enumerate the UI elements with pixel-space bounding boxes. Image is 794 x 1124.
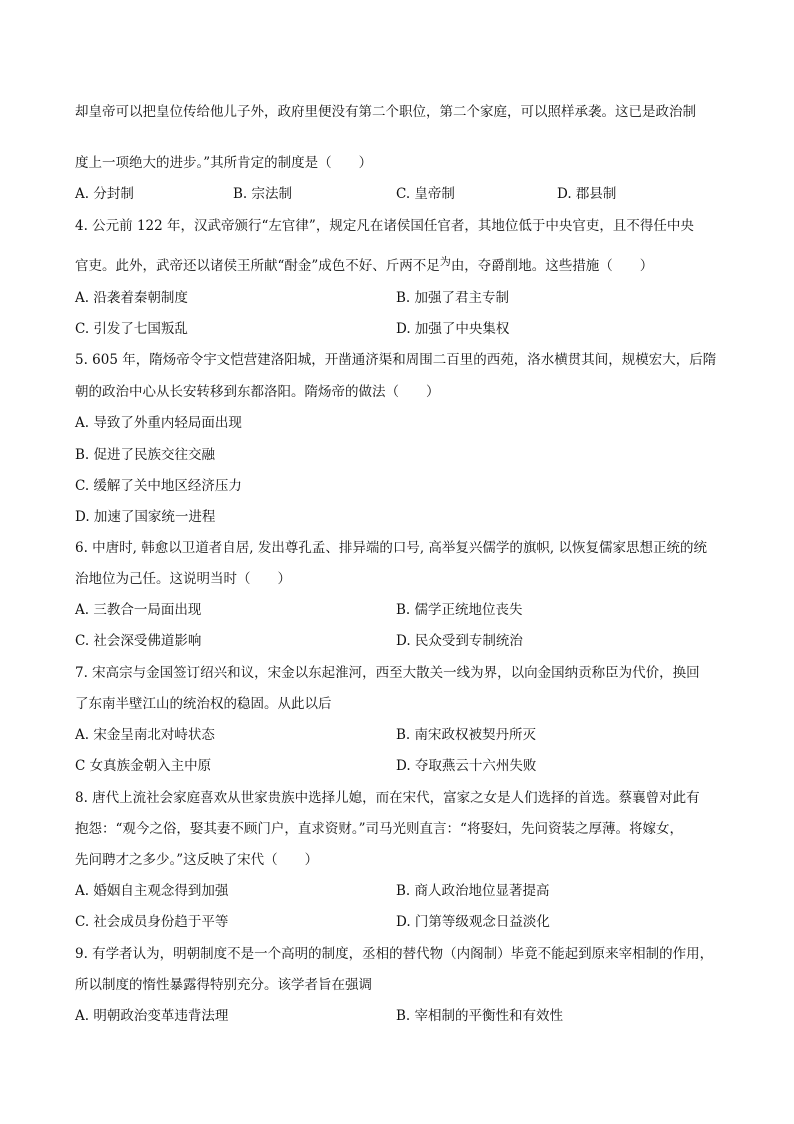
q6-stem-line-2: 治地位为己任。这说明当时（ ） — [75, 571, 291, 587]
q4-option-c: C. 引发了七国叛乱 — [75, 321, 188, 337]
q6-option-c: C. 社会深受佛道影响 — [75, 633, 202, 649]
q4-stem-line-2-a: 官吏。此外，武帝还以诸侯王所献“酎金”成色不好、斤两不足 — [75, 258, 440, 274]
q4-stem-raised-char: 为 — [439, 255, 451, 268]
q4-stem-line-2 — [75, 257, 725, 276]
q5-option-b: B. 促进了民族交往交融 — [75, 447, 216, 463]
q6-option-b: B. 儒学正统地位丧失 — [396, 602, 523, 618]
q7-stem-line-2: 了东南半壁江山的统治权的稳固。从此以后 — [75, 696, 332, 712]
q8-stem-line-3: 先问聘才之多少。”这反映了宋代（ ） — [75, 852, 319, 868]
q3-stem-line-2: 度上一项绝大的进步。”其所肯定的制度是（ ） — [75, 155, 373, 171]
q7-option-b: B. 南宋政权被契丹所灭 — [396, 727, 537, 743]
q3-stem-line-1: 却皇帝可以把皇位传给他儿子外，政府里便没有第二个职位，第二个家庭，可以照样承袭。这已是政治制 — [75, 104, 696, 120]
q8-option-c: C. 社会成员身份趋于平等 — [75, 914, 229, 930]
q9-option-b: B. 宰相制的平衡性和有效性 — [396, 1008, 564, 1024]
q8-stem-line-2: 抱怨：“观今之俗，娶其妻不顾门户，直求资财。”司马光则直言：“将娶妇，先问资装之厚薄。将嫁女， — [75, 821, 683, 837]
q6-option-a: A. 三教合一局面出现 — [75, 602, 202, 618]
q6-stem-line-1: 6. 中唐时, 韩愈以卫道者自居, 发出尊孔孟、排异端的口号, 高举复兴儒学的旗帜, 以恢复儒家思想正统的统 — [75, 540, 708, 556]
q3-option-b: B. 宗法制 — [233, 186, 293, 202]
q4-option-a: A. 沿袭着秦朝制度 — [75, 290, 188, 306]
q4-stem-line-1: 4. 公元前 122 年，汉武帝颁行“左官律”，规定凡在诸侯国任官者，其地位低于中央官吏，且不得任中央 — [75, 218, 694, 234]
q9-option-a: A. 明朝政治变革违背法理 — [75, 1008, 229, 1024]
q8-option-d: D. 门第等级观念日益淡化 — [396, 914, 550, 930]
q3-option-a: A. 分封制 — [75, 186, 134, 202]
q5-option-c: C. 缓解了关中地区经济压力 — [75, 478, 242, 494]
q7-option-c: C 女真族金朝入主中原 — [75, 758, 212, 774]
q4-stem-line-2-b: 由，夺爵削地。这些措施（ ） — [450, 258, 654, 274]
q4-option-b: B. 加强了君主专制 — [396, 290, 510, 306]
q4-option-d: D. 加强了中央集权 — [396, 321, 510, 337]
q8-option-b: B. 商人政治地位显著提高 — [396, 883, 550, 899]
q7-option-a: A. 宋金呈南北对峙状态 — [75, 727, 215, 743]
q6-option-d: D. 民众受到专制统治 — [396, 633, 523, 649]
q9-stem-line-1: 9. 有学者认为，明朝制度不是一个高明的制度，丞相的替代物（内阁制）毕竟不能起到原来宰相制的作用， — [75, 946, 714, 962]
q5-stem-line-1: 5. 605 年，隋炀帝令宇文恺营建洛阳城，开凿通济渠和周围二百里的西苑，洛水横贯其间，规模宏大，后隋 — [75, 352, 717, 368]
q7-stem-line-1: 7. 宋高宗与金国签订绍兴和议，宋金以东起淮河，西至大散关一线为界，以向金国纳贡称臣为代价，换回 — [75, 665, 700, 681]
q5-option-a: A. 导致了外重内轻局面出现 — [75, 415, 242, 431]
q5-stem-line-2: 朝的政治中心从长安转移到东都洛阳。隋炀帝的做法（ ） — [75, 384, 440, 400]
q7-option-d: D. 夺取燕云十六州失败 — [396, 758, 537, 774]
q8-stem-line-1: 8. 唐代上流社会家庭喜欢从世家贵族中选择儿媳，而在宋代，富家之女是人们选择的首选。蔡襄曾对此有 — [75, 790, 700, 806]
q9-stem-line-2: 所以制度的惰性暴露得特别充分。该学者旨在强调 — [75, 977, 372, 993]
q8-option-a: A. 婚姻自主观念得到加强 — [75, 883, 229, 899]
q3-option-c: C. 皇帝制 — [396, 186, 455, 202]
q5-option-d: D. 加速了国家统一进程 — [75, 509, 216, 525]
q3-option-d: D. 郡县制 — [557, 186, 617, 202]
